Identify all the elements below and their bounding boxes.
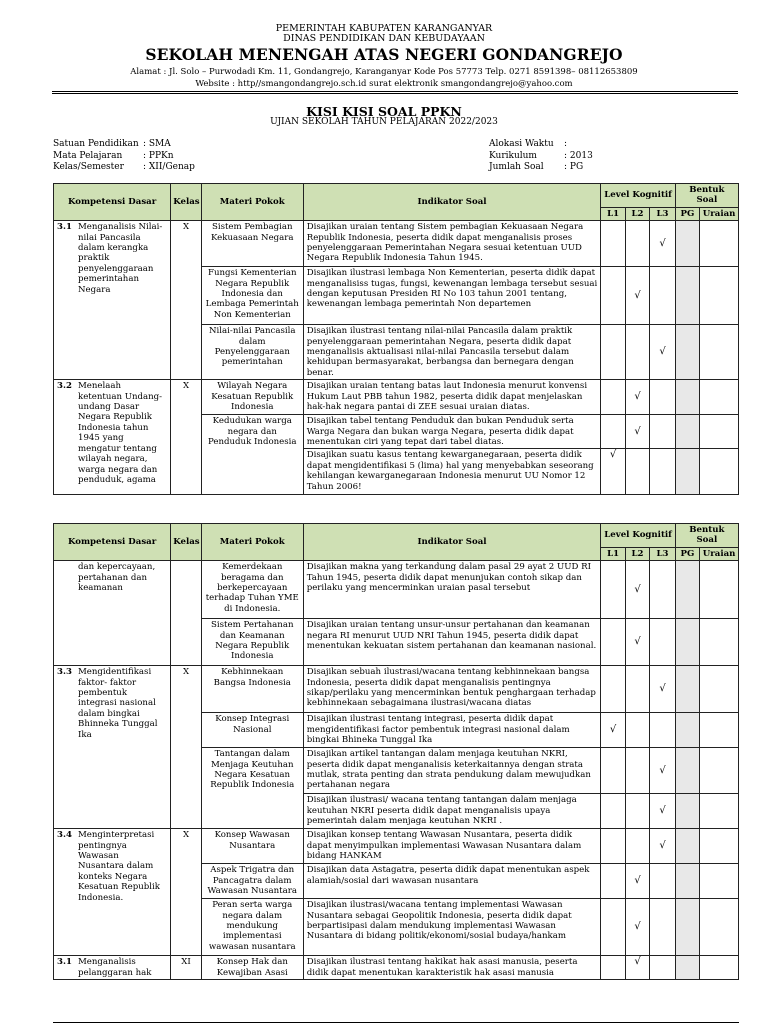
pg-cell (675, 829, 699, 864)
table-row (54, 221, 739, 267)
header-materi-pokok: Materi Pokok (201, 524, 303, 561)
info-label: Jumlah Soal (489, 162, 544, 172)
uraian-cell (700, 325, 739, 380)
l3-cell: √ (650, 794, 675, 829)
materi-cell: Sistem Pertahanan dan Keamanan Negara Republik Indonesia (201, 619, 303, 666)
l3-cell: √ (650, 748, 675, 794)
l3-cell (650, 864, 675, 899)
header-l3: L3 (650, 207, 675, 220)
l2-cell: √ (625, 619, 649, 666)
indikator-cell: Disajikan uraian tentang unsur-unsur pertahanan dan keamanan negara RI menurut UUD NRI Tahun 1945, peserta didik dapat menentukan kekuatan sistem pertahanan dan keamanan nasional. (303, 619, 601, 666)
materi-cell: Kemerdekaan beragama dan berkepercayaan terhadap Tuhan YME di Indonesia. (201, 561, 303, 619)
table-row (54, 666, 739, 713)
letterhead-divider (52, 91, 738, 92)
materi-cell: Sistem Pembagian Kekuasaan Negara (201, 221, 303, 267)
materi-cell: Konsep Hak dan Kewajiban Asasi (201, 956, 303, 980)
materi-cell: Wilayah Negara Kesatuan Republik Indonesia (201, 380, 303, 415)
materi-cell: Tantangan dalam Menjaga Keutuhan Negara Kesatuan Republik Indonesia (201, 748, 303, 829)
l1-cell: √ (601, 449, 625, 495)
header-pg: PG (675, 207, 699, 220)
materi-cell: Konsep Wawasan Nusantara (201, 829, 303, 864)
kd-text: Menginterpretasi pentingnya Wawasan Nusantara dalam konteks Negara Kesatuan Republik Indonesia. (78, 830, 160, 903)
header-l3: L3 (650, 547, 675, 560)
l3-cell (650, 449, 675, 495)
header-indikator-soal: Indikator Soal (303, 524, 601, 561)
table-row (54, 956, 739, 980)
indikator-cell: Disajikan ilustrasi tentang integrasi, peserta didik dapat mengidentifikasi factor pembentuk integrasi nasional dalam bingkai Bhineka Tunggal Ika (303, 713, 601, 748)
pg-cell (675, 794, 699, 829)
kompetensi-dasar-cell (54, 829, 171, 956)
l1-cell (601, 619, 625, 666)
kd-text: dan kepercayaan, pertahanan dan keamanan (78, 562, 156, 594)
l3-cell (650, 267, 675, 325)
page-break-line (53, 1022, 739, 1023)
header-l2: L2 (625, 207, 649, 220)
l1-cell: √ (601, 713, 625, 748)
kd-text: Menganalisis Nilai-nilai Pancasila dalam kerangka praktik penyelenggaraan pemerintahan Negara (78, 222, 163, 295)
l2-cell (625, 794, 649, 829)
header-kompetensi-dasar: Kompetensi Dasar (54, 524, 171, 561)
kompetensi-dasar-cell (54, 956, 171, 980)
l2-cell: √ (625, 561, 649, 619)
materi-cell: Kedudukan warga negara dan Penduduk Indonesia (201, 415, 303, 495)
table-row (54, 380, 739, 415)
header-uraian: Uraian (700, 547, 739, 560)
l3-cell: √ (650, 325, 675, 380)
info-value: : SMA (143, 139, 171, 149)
kisi-table-page-1 (53, 183, 739, 495)
kd-text: Mengidentifikasi faktor- faktor pembentuk integrasi nasional dalam bingkai Bhinneka Tunggal Ika (78, 667, 158, 740)
letterhead-address: Alamat : Jl. Solo – Purwodadi Km. 11, Gondangrejo, Karanganyar Kode Pos 57773 Telp. 0271 8591398– 08112653809 (130, 67, 638, 77)
uraian-cell (700, 666, 739, 713)
l1-cell (601, 221, 625, 267)
uraian-cell (700, 713, 739, 748)
kelas-cell: X (171, 666, 202, 829)
pg-cell (675, 449, 699, 495)
header-kelas: Kelas (171, 184, 202, 221)
kompetensi-dasar-cell (54, 666, 171, 829)
indikator-cell: Disajikan konsep tentang Wawasan Nusantara, peserta didik dapat menyimpulkan implementasi Wawasan Nusantara dalam bidang HANKAM (303, 829, 601, 864)
l3-cell (650, 561, 675, 619)
uraian-cell (700, 415, 739, 449)
header-level-kognitif: Level Kognitif (601, 184, 675, 208)
uraian-cell (700, 380, 739, 415)
pg-cell (675, 899, 699, 956)
kompetensi-dasar-cell (54, 221, 171, 380)
l1-cell (601, 864, 625, 899)
kd-number: 3.3 (57, 667, 72, 678)
pg-cell (675, 666, 699, 713)
l2-cell: √ (625, 899, 649, 956)
indikator-cell: Disajikan data Astagatra, peserta didik dapat menentukan aspek alamiah/sosial dari wawasan nusantara (303, 864, 601, 899)
header-uraian: Uraian (700, 207, 739, 220)
l1-cell (601, 794, 625, 829)
materi-cell: Fungsi Kementerian Negara Republik Indonesia dan Lembaga Pemerintah Non Kementerian (201, 267, 303, 325)
l1-cell (601, 415, 625, 449)
l2-cell: √ (625, 956, 649, 980)
materi-cell: Nilai-nilai Pancasila dalam Penyelenggaraan pemerintahan (201, 325, 303, 380)
info-value: : PG (564, 162, 584, 172)
uraian-cell (700, 864, 739, 899)
indikator-cell: Disajikan tabel tentang Penduduk dan bukan Penduduk serta Warga Negara dan bukan warga Negara, peserta didik dapat menentukan ciri yang tepat dari tabel diatas. (303, 415, 601, 449)
letterhead-school-name: SEKOLAH MENENGAH ATAS NEGERI GONDANGREJO (145, 45, 623, 64)
l3-cell (650, 956, 675, 980)
letterhead-divider-thin (52, 93, 738, 94)
materi-cell: Kebhinnekaan Bangsa Indonesia (201, 666, 303, 713)
l1-cell (601, 748, 625, 794)
header-l2: L2 (625, 547, 649, 560)
indikator-cell: Disajikan makna yang terkandung dalam pasal 29 ayat 2 UUD RI Tahun 1945, peserta didik dapat menunjukan contoh sikap dan perilaku yang mencerminkan uraian pasal tersebut (303, 561, 601, 619)
kd-text: Menganalisis pelanggaran hak (78, 957, 152, 978)
header-l1: L1 (601, 207, 625, 220)
header-l1: L1 (601, 547, 625, 560)
pg-cell (675, 380, 699, 415)
letterhead-website: Website : http//smangondangrejo.sch.id surat elektronik smangondangrejo@yahoo.com (195, 79, 573, 89)
info-right (489, 139, 593, 174)
indikator-cell: Disajikan ilustrasi lembaga Non Kementerian, peserta didik dapat menganalisiss tugas, fungsi, kewenangan lembaga tersebut sesuai dengan keputusan Presiden RI No 103 tahun 2001 tentang, kewenangan lembaga pemerintah Non departemen (303, 267, 601, 325)
pg-cell (675, 619, 699, 666)
header-pg: PG (675, 547, 699, 560)
kompetensi-dasar-cell (54, 380, 171, 495)
info-label: Alokasi Waktu (489, 139, 554, 149)
kelas-cell: XI (171, 956, 202, 980)
info-label: Kelas/Semester (53, 162, 124, 172)
l2-cell: √ (625, 864, 649, 899)
materi-cell: Peran serta warga negara dalam mendukung implementasi wawasan nusantara (201, 899, 303, 956)
l2-cell (625, 713, 649, 748)
indikator-cell: Disajikan ilustrasi tentang hakikat hak asasi manusia, peserta didik dapat menentukan karakteristik hak asasi manusia (303, 956, 601, 980)
uraian-cell (700, 899, 739, 956)
header-kelas: Kelas (171, 524, 202, 561)
l1-cell (601, 956, 625, 980)
l1-cell (601, 666, 625, 713)
l1-cell (601, 380, 625, 415)
l1-cell (601, 561, 625, 619)
pg-cell (675, 864, 699, 899)
indikator-cell: Disajikan sebuah ilustrasi/wacana tentang kebhinnekaan bangsa Indonesia, peserta didik dapat menganalisis pentingnya sikap/perilaku yang mencerminkan bentuk penghargaan terhadap kebhinnekaan sebagaimana ilustrasi/wacana diatas (303, 666, 601, 713)
kd-number: 3.2 (57, 381, 72, 392)
pg-cell (675, 325, 699, 380)
header-bentuk-soal: Bentuk Soal (675, 184, 738, 208)
l3-cell: √ (650, 829, 675, 864)
l3-cell (650, 713, 675, 748)
info-label: Satuan Pendidikan (53, 139, 139, 149)
l2-cell (625, 829, 649, 864)
l2-cell (625, 325, 649, 380)
info-label: Kurikulum (489, 150, 537, 161)
document-title: KISI KISI SOAL PPKN (306, 104, 462, 119)
l3-cell (650, 380, 675, 415)
l3-cell (650, 415, 675, 449)
kelas-cell (171, 561, 202, 666)
l3-cell: √ (650, 666, 675, 713)
kd-number: 3.4 (57, 830, 72, 841)
l2-cell (625, 221, 649, 267)
info-value: : (564, 139, 568, 149)
l1-cell (601, 267, 625, 325)
l2-cell: √ (625, 267, 649, 325)
uraian-cell (700, 221, 739, 267)
pg-cell (675, 561, 699, 619)
l2-cell (625, 449, 649, 495)
materi-cell: Konsep Integrasi Nasional (201, 713, 303, 748)
uraian-cell (700, 561, 739, 619)
kompetensi-dasar-cell (54, 561, 171, 666)
pg-cell (675, 713, 699, 748)
l1-cell (601, 325, 625, 380)
header-materi-pokok: Materi Pokok (201, 184, 303, 221)
indikator-cell: Disajikan uraian tentang Sistem pembagian Kekuasaan Negara Republik Indonesia, peserta didik dapat menganalisis proses penyelenggaraan Pemerintahan Negara sesuai ketentuan UUD Negara Republik Indonesia Tahun 1945. (303, 221, 601, 267)
document-subtitle: UJIAN SEKOLAH TAHUN PELAJARAN 2022/2023 (270, 117, 498, 127)
kd-number: 3.1 (57, 222, 72, 233)
indikator-cell: Disajikan ilustrasi/ wacana tentang tantangan dalam menjaga keutuhan NKRI peserta didik dapat menganalisis upaya pemerintah dalam menjaga keutuhan NKRI . (303, 794, 601, 829)
header-indikator-soal: Indikator Soal (303, 184, 601, 221)
info-value: : 2013 (564, 150, 593, 161)
indikator-cell: Disajikan ilustrasi/wacana tentang implementasi Wawasan Nusantara sebagai Geopolitik Indonesia, peserta didik dapat berpartisipasi dalam mendukung implementasi Wawasan Nusantara di bidang politik/ekonomi/sosial budaya/hankam (303, 899, 601, 956)
info-value: : XII/Genap (143, 162, 195, 172)
kelas-cell: X (171, 221, 202, 380)
info-value: : PPKn (143, 150, 174, 161)
uraian-cell (700, 829, 739, 864)
l2-cell: √ (625, 380, 649, 415)
header-kompetensi-dasar: Kompetensi Dasar (54, 184, 171, 221)
table-row (54, 829, 739, 864)
indikator-cell: Disajikan ilustrasi tentang nilai-nilai Pancasila dalam praktik penyelenggaraan pemerintahan Negara, peserta didik dapat menganalisis aktualisasi nilai-nilai Pancasila tersebut dalam kehidupan bermasyarakat, berbangsa dan bernegara dengan benar. (303, 325, 601, 380)
l1-cell (601, 899, 625, 956)
info-left (53, 139, 195, 174)
indikator-cell: Disajikan suatu kasus tentang kewarganegaraan, peserta didik dapat mengidentifikasi 5 (lima) hal yang menyebabkan seseorang kehilangan kewarganegaraan Indonesia menurut UU Nomor 12 Tahun 2006! (303, 449, 601, 495)
pg-cell (675, 748, 699, 794)
l3-cell (650, 619, 675, 666)
uraian-cell (700, 794, 739, 829)
materi-cell: Aspek Trigatra dan Pancagatra dalam Wawasan Nusantara (201, 864, 303, 899)
kd-number: 3.1 (57, 957, 72, 968)
header-level-kognitif: Level Kognitif (601, 524, 675, 548)
kelas-cell: X (171, 829, 202, 956)
kelas-cell: X (171, 380, 202, 495)
uraian-cell (700, 748, 739, 794)
pg-cell (675, 415, 699, 449)
uraian-cell (700, 267, 739, 325)
letterhead-government: PEMERINTAH KABUPATEN KARANGANYAR (275, 23, 493, 34)
kd-text: Menelaah ketentuan Undang-undang Dasar Negara Republik Indonesia tahun 1945 yang mengatur tentang wilayah negara, warga negara dan penduduk, agama (78, 381, 163, 485)
table-row (54, 561, 739, 619)
uraian-cell (700, 956, 739, 980)
pg-cell (675, 221, 699, 267)
l2-cell: √ (625, 415, 649, 449)
l3-cell (650, 899, 675, 956)
pg-cell (675, 267, 699, 325)
kisi-table-page-2 (53, 523, 739, 980)
info-label: Mata Pelajaran (53, 150, 123, 161)
indikator-cell: Disajikan uraian tentang batas laut Indonesia menurut konvensi Hukum Laut PBB tahun 1982, peserta didik dapat menjelaskan hak-hak negara pantai di ZEE sesuai uraian diatas. (303, 380, 601, 415)
letterhead-department: DINAS PENDIDIKAN DAN KEBUDAYAAN (283, 33, 485, 44)
l1-cell (601, 829, 625, 864)
uraian-cell (700, 619, 739, 666)
uraian-cell (700, 449, 739, 495)
indikator-cell: Disajikan artikel tantangan dalam menjaga keutuhan NKRI, peserta didik dapat menganalisis keterkaitannya dengan strata mutlak, strata penting dan strata pendukung dalam mewujudkan pertahanan negara (303, 748, 601, 794)
l3-cell: √ (650, 221, 675, 267)
l2-cell (625, 748, 649, 794)
l2-cell (625, 666, 649, 713)
pg-cell (675, 956, 699, 980)
header-bentuk-soal: Bentuk Soal (675, 524, 738, 548)
